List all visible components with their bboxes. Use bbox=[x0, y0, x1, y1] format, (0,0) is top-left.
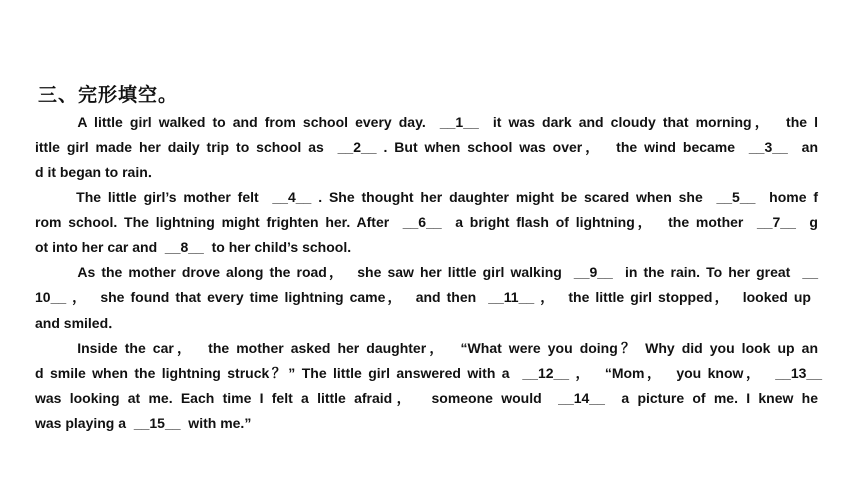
passage-line-10: Inside the car， the mother asked her daughter， “What were you doing？ Why did you look up an bbox=[35, 340, 818, 356]
passage-line-9: and smiled． bbox=[35, 315, 123, 331]
section-heading: 三、完形填空。 bbox=[38, 84, 179, 106]
passage-line-3: d it began to rain． bbox=[35, 164, 162, 180]
passage-line-6: ot into her car and __8__ to her child’s school. bbox=[35, 239, 352, 255]
passage-line-7: As the mother drove along the road， she saw her little girl walking __9__ in the rain. To her great __ bbox=[35, 264, 818, 280]
passage-line-5: rom school. The lightning might frighten her. After __6__ a bright flash of lightning， the mother __7__ g bbox=[35, 214, 818, 230]
passage-line-11: d smile when the lightning struck？” The little girl answered with a __12__ ， “Mom， you know， __13__ bbox=[35, 365, 822, 381]
passage-line-4: The little girl’s mother felt __4__ . She thought her daughter might be scared when she __5__ home f bbox=[35, 189, 818, 205]
passage-line-1: A little girl walked to and from school every day. __1__ it was dark and cloudy that morning， the l bbox=[35, 114, 818, 130]
passage-line-8: 10__ ， she found that every time lightning came， and then __11__ ， the little girl stopped， looked up bbox=[35, 289, 811, 305]
passage-line-13: was playing a __15__ with me.” bbox=[35, 415, 252, 431]
passage-line-2: ittle girl made her daily trip to school as __2__ . But when school was over， the wind became __3__ an bbox=[35, 139, 818, 155]
passage-line-12: was looking at me. Each time I felt a little afraid， someone would __14__ a picture of me. I knew he bbox=[35, 390, 818, 406]
